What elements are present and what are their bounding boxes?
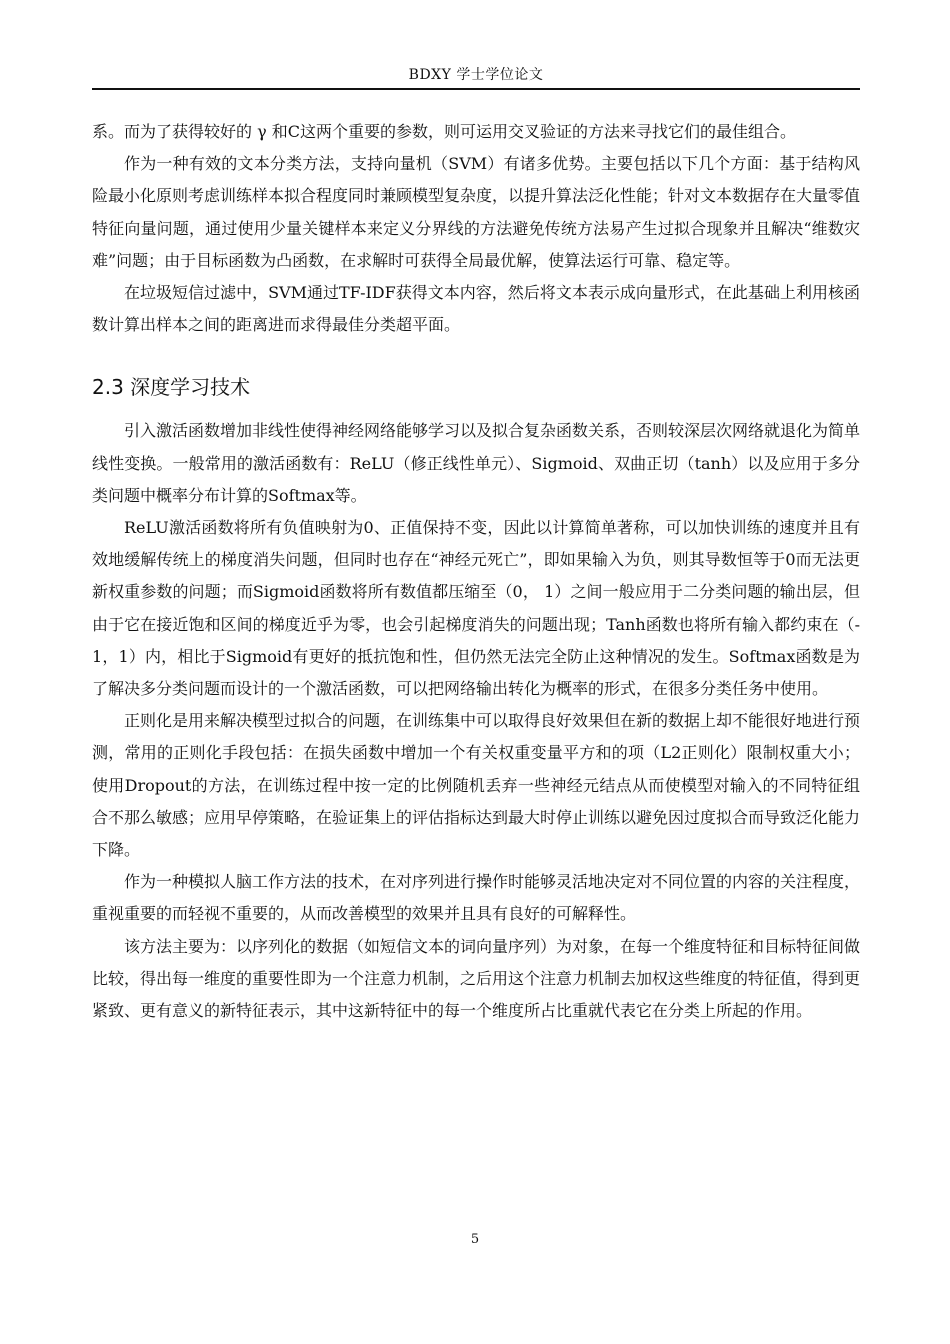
section-heading: 2.3 深度学习技术 (92, 375, 251, 400)
paragraph-svm-spam-filter: 在垃圾短信过滤中，SVM通过TF-IDF获得文本内容，然后将文本表示成向量形式，在此基础上利用核函数计算出样本之间的距离进而求得最佳分类超平面。 (92, 283, 860, 335)
header-rule (92, 88, 860, 90)
paragraph-continued: 系。而为了获得较好的 γ 和C这两个重要的参数，则可运用交叉验证的方法来寻找它们的最佳组合。 (92, 122, 796, 141)
paragraph-svm-advantages: 作为一种有效的文本分类方法，支持向量机（SVM）有诸多优势。主要包括以下几个方面：基于结构风险最小化原则考虑训练样本拟合程度同时兼顾模型复杂度，以提升算法泛化性能；针对文本数据存在大量零值特征向量问题，通过使用少量关键样本来定义分界线的方法避免传统方法易产生过拟合现象并且解决“维数灾难”问题；由于目标函数为凸函数，在求解时可获得全局最优解，使算法运行可靠、稳定等。 (92, 154, 861, 270)
page-number: 5 (470, 1232, 480, 1247)
paragraph-attention-intro: 作为一种模拟人脑工作方法的技术，在对序列进行操作时能够灵活地决定对不同位置的内容的关注程度，重视重要的而轻视不重要的，从而改善模型的效果并且具有良好的可解释性。 (92, 872, 861, 924)
paragraph-regularization: 正则化是用来解决模型过拟合的问题，在训练集中可以取得良好效果但在新的数据上却不能很好地进行预测，常用的正则化手段包括：在损失函数中增加一个有关权重变量平方和的项（L2正则化）限制权重大小；使用Dropout的方法，在训练过程中按一定的比例随机丢弃一些神经元结点从而使模型对输入的不同特征组合不那么敏感；应用早停策略，在验证集上的评估指标达到最大时停止训练以避免因过度拟合而导致泛化能力下降。 (92, 711, 861, 860)
paragraph-activation-functions: ReLU激活函数将所有负值映射为0、正值保持不变，因此以计算简单著称，可以加快训练的速度并且有效地缓解传统上的梯度消失问题，但同时也存在“神经元死亡”，即如果输入为负，则其导数恒等于0而无法更新权重参数的问题；而Sigmoid函数将所有数值都压缩至（0， 1）之间一般应用于二分类问题的输出层，但由于它在接近饱和区间的梯度近乎为零，也会引起梯度消失的问题出现；Tanh函数也将所有输入都约束在（-1，1）内，相比于Sigmoid有更好的抵抗饱和性，但仍然无法完全防止这种情况的发生。Softmax函数是为了解决多分类问题而设计的一个激活函数，可以把网络输出转化为概率的形式，在很多分类任务中使用。 (92, 518, 860, 699)
running-header: BDXY 学士学位论文 (408, 67, 544, 83)
page-body (92, 116, 860, 1027)
paragraph-attention-method: 该方法主要为：以序列化的数据（如短信文本的词向量序列）为对象，在每一个维度特征和目标特征间做比较，得出每一维度的重要性即为一个注意力机制，之后用这个注意力机制去加权这些维度的特征值，得到更紧致、更有意义的新特征表示，其中这新特征中的每一个维度所占比重就代表它在分类上所起的作用。 (92, 936, 861, 1021)
paragraph-activation-intro: 引入激活函数增加非线性使得神经网络能够学习以及拟合复杂函数关系，否则较深层次网络就退化为简单线性变换。一般常用的激活函数有：ReLU（修正线性单元）、Sigmoid、双曲正切（tanh）以及应用于多分类问题中概率分布计算的Softmax等。 (92, 421, 861, 505)
